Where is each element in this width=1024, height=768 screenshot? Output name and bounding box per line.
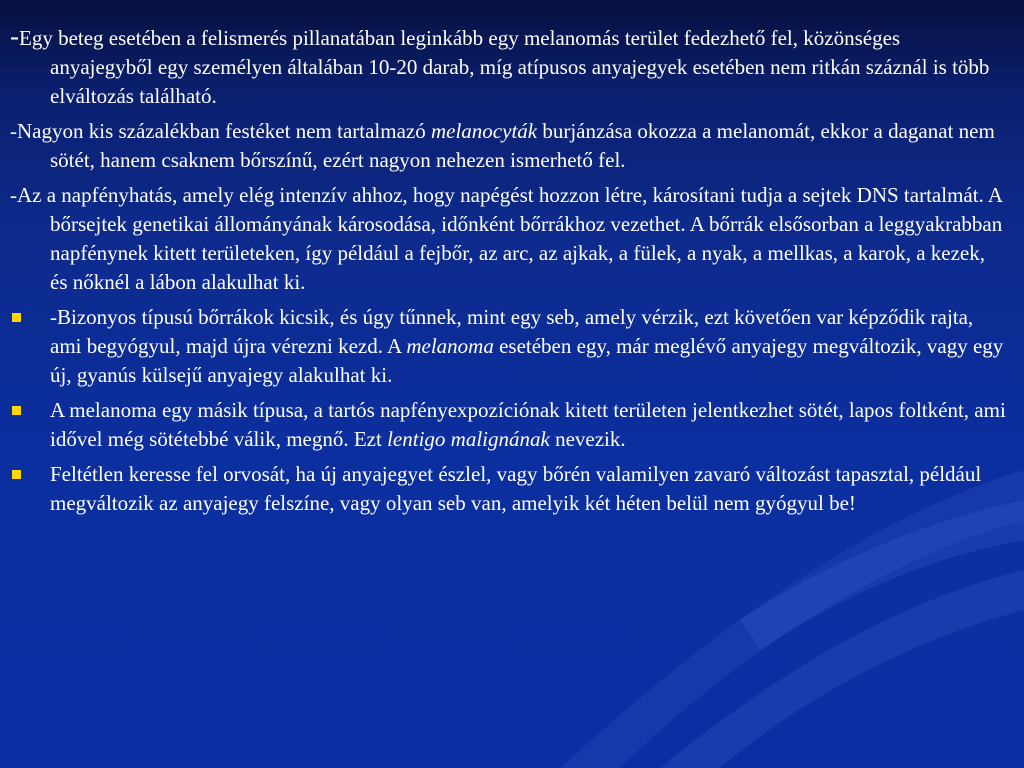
paragraph-3: [10, 181, 1006, 297]
paragraph-1-lead: -: [10, 21, 19, 51]
paragraph-3-text: -Az a napfényhatás, amely elég intenzív ahhoz, hogy napégést hozzon létre, károsítani tudja a sejtek DNS tartalmát. A bőrsejtek genetikai állományának károsodása, időnként bőrrákhoz vezethet. A bőrrák elsősorban a leggyakrabban napfénynek kitett területeken, így például a fejbőr, az arc, az ajkak, a fülek, a nyak, a mellkas, a karok, a kezek, és nőknél a lábon alakulhat ki.: [10, 183, 1003, 294]
bullet-1-italic: melanoma: [406, 334, 494, 358]
paragraph-2-after: burjánzása okozza a melanomát, ekkor a daganat nem sötét, hanem csaknem bőrszínű, ezért nagyon nehezen ismerhető fel.: [50, 119, 995, 172]
bullet-3-text: Feltétlen keresse fel orvosát, ha új anyajegyet észlel, vagy bőrén valamilyen zavaró változást tapasztal, például megváltozik az anyajegy felszíne, vagy olyan seb van, amelyik két héten belül nem gyógyul be!: [50, 462, 982, 515]
bullet-item-2: [10, 396, 1006, 454]
paragraph-1: [10, 22, 1006, 111]
slide-content: [10, 22, 1006, 524]
bullet-2-italic: lentigo malignának: [387, 427, 550, 451]
square-bullet-icon: [12, 313, 21, 322]
paragraph-2-italic: melanocyták: [430, 119, 538, 143]
bullet-2-after: nevezik.: [549, 427, 626, 451]
square-bullet-icon: [12, 470, 21, 479]
paragraph-1-text: Egy beteg esetében a felismerés pillanatában leginkább egy melanomás terület fedezhető fel, közönséges anyajegyből egy személyen általában 10-20 darab, míg atípusos anyajegyek esetében nem ritkán száznál is több elváltozás található.: [19, 26, 990, 108]
bullet-item-1: [10, 303, 1006, 390]
bullet-1-after: esetében egy, már meglévő anyajegy megváltozik, vagy egy új, gyanús külsejű anyajegy alakulhat ki.: [50, 334, 1004, 387]
paragraph-2: [10, 117, 1006, 175]
bullet-1-before: -Bizonyos típusú bőrrákok kicsik, és úgy tűnnek, mint egy seb, amely vérzik, ezt követően var képződik rajta, ami begyógyul, majd újra vérezni kezd. A: [50, 305, 974, 358]
bullet-item-3: [10, 460, 1006, 518]
bullet-2-before: A melanoma egy másik típusa, a tartós napfényexpozíciónak kitett területen jelentkezhet sötét, lapos foltként, ami idővel még sötétebbé válik, megnő. Ezt: [50, 398, 1006, 451]
square-bullet-icon: [12, 406, 21, 415]
paragraph-2-before: -Nagyon kis százalékban festéket nem tartalmazó: [10, 119, 431, 143]
